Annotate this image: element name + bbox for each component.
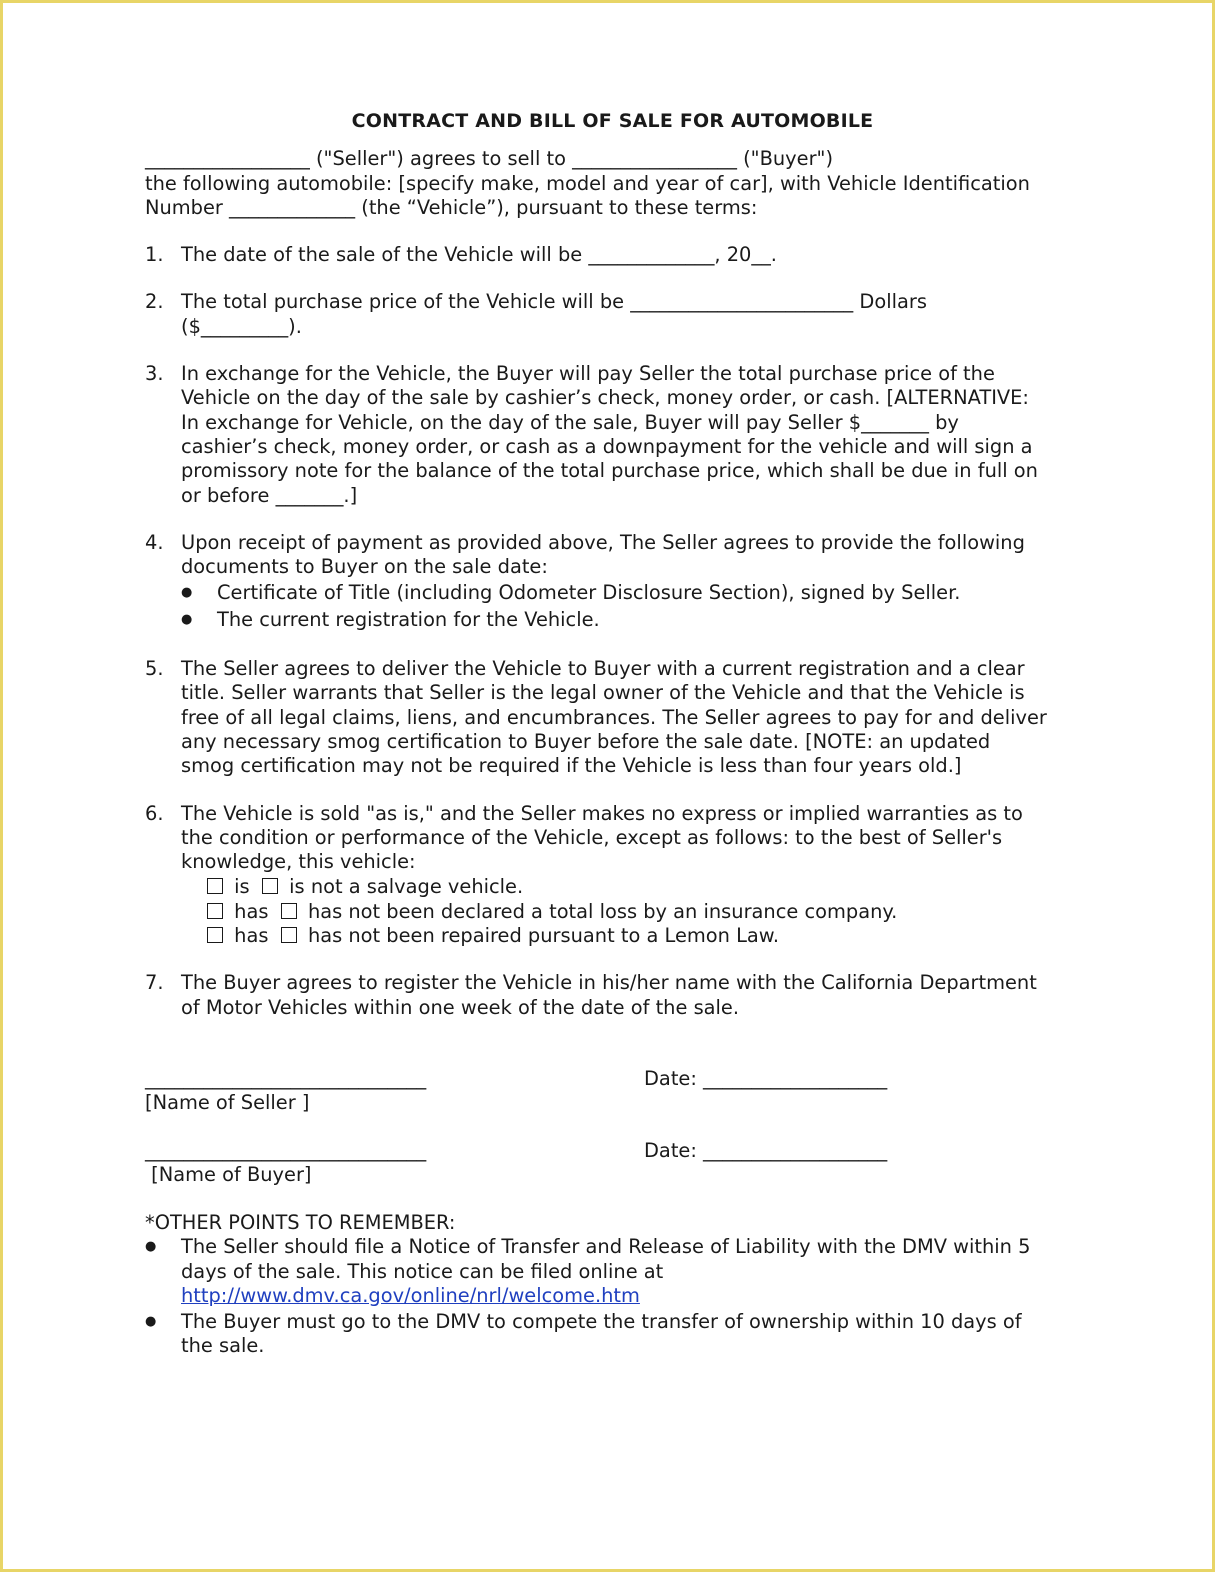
term-1 bbox=[145, 243, 1080, 267]
checkbox-icon[interactable] bbox=[281, 927, 297, 943]
checkbox-icon[interactable] bbox=[207, 903, 223, 919]
list-item-text: days of the sale. This notice can be filed online at bbox=[181, 1259, 664, 1283]
term-line: In exchange for Vehicle, on the day of the sale, Buyer will pay Seller $_______ by bbox=[181, 410, 959, 434]
term-line: smog certification may not be required if the Vehicle is less than four years old.] bbox=[181, 754, 962, 778]
intro-line: Number _____________ (the “Vehicle”), pursuant to these terms: bbox=[145, 195, 758, 219]
term-line: The total purchase price of the Vehicle will be _______________________ Dollars bbox=[181, 290, 927, 314]
term-line: cashier’s check, money order, or cash as a downpayment for the vehicle and will sign a bbox=[181, 434, 1033, 458]
documents-list bbox=[181, 581, 1080, 632]
intro-line: the following automobile: [specify make, model and year of car], with Vehicle Identification bbox=[145, 171, 1030, 195]
term-line: ($_________). bbox=[181, 314, 302, 338]
term-text: The date of the sale of the Vehicle will be _____________, 20__. bbox=[181, 243, 777, 267]
list-item bbox=[145, 1310, 1080, 1359]
term-line: knowledge, this vehicle: bbox=[181, 850, 416, 874]
term-number: 1. bbox=[145, 243, 164, 267]
bullet-icon: ● bbox=[181, 585, 193, 601]
other-points-heading: *OTHER POINTS TO REMEMBER: bbox=[145, 1210, 456, 1234]
term-line: The Seller agrees to deliver the Vehicle to Buyer with a current registration and a clear bbox=[181, 657, 1025, 681]
checkbox-icon[interactable] bbox=[281, 903, 297, 919]
list-item-text: Certificate of Title (including Odometer Disclosure Section), signed by Seller. bbox=[217, 581, 961, 605]
term-4 bbox=[145, 531, 1080, 634]
term-7 bbox=[145, 971, 1080, 1020]
other-points-list bbox=[145, 1235, 1080, 1358]
checkbox-icon[interactable] bbox=[262, 878, 278, 894]
term-5 bbox=[145, 657, 1080, 778]
term-number: 5. bbox=[145, 657, 164, 681]
term-3 bbox=[145, 362, 1080, 508]
list-item-text: the sale. bbox=[181, 1334, 265, 1358]
list-item bbox=[181, 608, 1080, 632]
checkbox-label: has not been repaired pursuant to a Lemon Law. bbox=[307, 924, 780, 948]
term-line: The Buyer agrees to register the Vehicle in his/her name with the California Department bbox=[181, 971, 1037, 995]
term-line: Upon receipt of payment as provided above, The Seller agrees to provide the following bbox=[181, 530, 1025, 554]
intro-paragraph bbox=[145, 147, 1080, 220]
seller-date-field[interactable]: Date: ___________________ bbox=[644, 1066, 888, 1090]
bullet-icon: ● bbox=[181, 611, 193, 627]
seller-signature-block bbox=[145, 1067, 1080, 1139]
checkbox-label: has not been declared a total loss by an insurance company. bbox=[307, 899, 898, 923]
checkbox-row bbox=[207, 900, 1080, 924]
term-number: 7. bbox=[145, 971, 164, 995]
term-line: or before _______.] bbox=[181, 483, 358, 507]
term-line: any necessary smog certification to Buyer before the sale date. [NOTE: an updated bbox=[181, 729, 991, 753]
checkbox-label: has bbox=[234, 899, 269, 923]
checkbox-row bbox=[207, 924, 1080, 948]
term-line: the condition or performance of the Vehicle, except as follows: to the best of Seller's bbox=[181, 825, 1003, 849]
checkbox-label: is bbox=[234, 875, 250, 899]
list-item-body bbox=[181, 1235, 1030, 1308]
term-line: of Motor Vehicles within one week of the date of the sale. bbox=[181, 995, 740, 1019]
bullet-icon: ● bbox=[145, 1314, 157, 1330]
buyer-signature-line[interactable]: _____________________________ bbox=[145, 1138, 427, 1162]
checkbox-icon[interactable] bbox=[207, 878, 223, 894]
document-title: CONTRACT AND BILL OF SALE FOR AUTOMOBILE bbox=[351, 110, 874, 132]
dmv-link[interactable]: http://www.dmv.ca.gov/online/nrl/welcome.htm bbox=[181, 1283, 640, 1307]
term-line: In exchange for the Vehicle, the Buyer will pay Seller the total purchase price of the bbox=[181, 362, 995, 386]
list-item-text: The Seller should file a Notice of Transfer and Release of Liability with the DMV within 5 bbox=[181, 1235, 1031, 1259]
term-6 bbox=[145, 802, 1080, 949]
list-item-text: The Buyer must go to the DMV to compete the transfer of ownership within 10 days of bbox=[181, 1310, 1022, 1334]
list-item bbox=[181, 581, 1080, 605]
buyer-date-field[interactable]: Date: ___________________ bbox=[644, 1138, 888, 1162]
document-content bbox=[145, 109, 1080, 1361]
term-line: documents to Buyer on the sale date: bbox=[181, 555, 548, 579]
buyer-name-label: [Name of Buyer] bbox=[145, 1162, 312, 1186]
term-number: 6. bbox=[145, 801, 164, 825]
checkbox-label: has bbox=[234, 924, 269, 948]
term-line: The Vehicle is sold "as is," and the Seller makes no express or implied warranties as to bbox=[181, 801, 1023, 825]
checkbox-icon[interactable] bbox=[207, 927, 223, 943]
term-line: free of all legal claims, liens, and encumbrances. The Seller agrees to pay for and deliver bbox=[181, 705, 1047, 729]
term-line: title. Seller warrants that Seller is the legal owner of the Vehicle and that the Vehicle is bbox=[181, 681, 1025, 705]
checkbox-label: is not a salvage vehicle. bbox=[289, 875, 524, 899]
checkbox-row bbox=[207, 875, 1080, 899]
term-number: 3. bbox=[145, 362, 164, 386]
bullet-icon: ● bbox=[145, 1239, 157, 1255]
list-item-text: The current registration for the Vehicle. bbox=[217, 607, 600, 631]
vehicle-status-checklist bbox=[207, 875, 1080, 948]
seller-name-label: [Name of Seller ] bbox=[145, 1090, 310, 1114]
term-number: 2. bbox=[145, 290, 164, 314]
other-points-section bbox=[145, 1211, 1080, 1359]
list-item-body bbox=[181, 1310, 1022, 1359]
intro-line: _________________ ("Seller") agrees to sell to _________________ ("Buyer") bbox=[145, 147, 834, 171]
buyer-signature-block bbox=[145, 1139, 1080, 1211]
term-2 bbox=[145, 290, 1080, 339]
list-item bbox=[145, 1235, 1080, 1308]
term-line: Vehicle on the day of the sale by cashier’s check, money order, or cash. [ALTERNATIVE: bbox=[181, 386, 1029, 410]
term-number: 4. bbox=[145, 530, 164, 554]
seller-signature-line[interactable]: _____________________________ bbox=[145, 1066, 427, 1090]
term-line: promissory note for the balance of the total purchase price, which shall be due in full on bbox=[181, 459, 1038, 483]
